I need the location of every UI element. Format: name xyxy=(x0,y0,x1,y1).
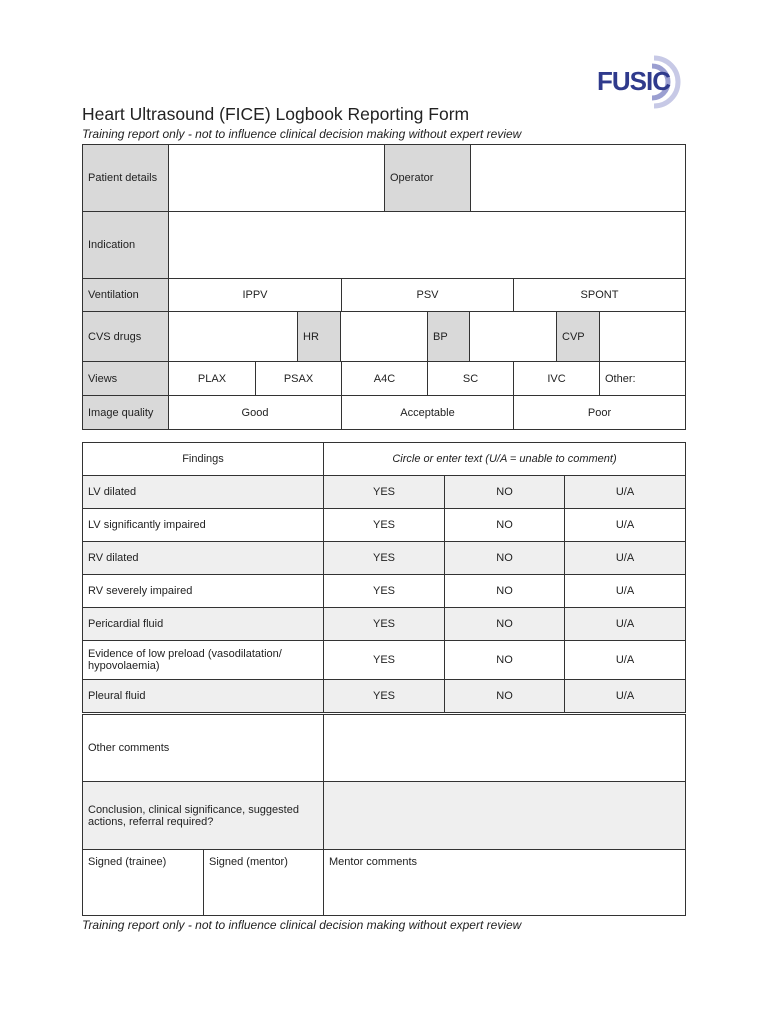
indication-field[interactable] xyxy=(168,211,686,279)
finding-answer-ua[interactable]: U/A xyxy=(564,574,686,608)
finding-answer-yes[interactable]: YES xyxy=(323,607,445,641)
indication-label: Indication xyxy=(82,211,169,279)
finding-answer-no[interactable]: NO xyxy=(444,541,565,575)
view-sc[interactable]: SC xyxy=(427,361,514,396)
finding-label: Pleural fluid xyxy=(82,679,324,713)
logo-text: FUSIC xyxy=(597,66,670,96)
finding-answer-no[interactable]: NO xyxy=(444,640,565,680)
ventilation-label: Ventilation xyxy=(82,278,169,312)
conclusion-label: Conclusion, clinical significance, suggested actions, referral required? xyxy=(82,781,324,850)
view-other[interactable]: Other: xyxy=(599,361,686,396)
image-quality-label: Image quality xyxy=(82,395,169,430)
view-psax[interactable]: PSAX xyxy=(255,361,342,396)
finding-answer-no[interactable]: NO xyxy=(444,679,565,713)
finding-label: LV significantly impaired xyxy=(82,508,324,542)
patient-details-label: Patient details xyxy=(82,144,169,212)
finding-answer-ua[interactable]: U/A xyxy=(564,508,686,542)
signed-trainee[interactable]: Signed (trainee) xyxy=(82,849,204,916)
mentor-comments[interactable]: Mentor comments xyxy=(323,849,686,916)
finding-answer-no[interactable]: NO xyxy=(444,607,565,641)
finding-answer-ua[interactable]: U/A xyxy=(564,607,686,641)
signed-mentor[interactable]: Signed (mentor) xyxy=(203,849,324,916)
finding-label: LV dilated xyxy=(82,475,324,509)
ventilation-spont[interactable]: SPONT xyxy=(513,278,686,312)
finding-label: RV severely impaired xyxy=(82,574,324,608)
other-comments-label: Other comments xyxy=(82,714,324,782)
cvp-label: CVP xyxy=(556,311,600,362)
finding-label: Evidence of low preload (vasodilatation/ hypovolaemia) xyxy=(82,640,324,680)
cvs-drugs-field[interactable] xyxy=(168,311,298,362)
finding-label: Pericardial fluid xyxy=(82,607,324,641)
view-ivc[interactable]: IVC xyxy=(513,361,600,396)
finding-answer-ua[interactable]: U/A xyxy=(564,541,686,575)
instructions-header: Circle or enter text (U/A = unable to comment) xyxy=(323,442,686,476)
finding-answer-yes[interactable]: YES xyxy=(323,508,445,542)
conclusion-field[interactable] xyxy=(323,781,686,850)
other-comments-field[interactable] xyxy=(323,714,686,782)
quality-poor[interactable]: Poor xyxy=(513,395,686,430)
fusic-logo xyxy=(594,52,694,112)
finding-answer-ua[interactable]: U/A xyxy=(564,679,686,713)
patient-details-field[interactable] xyxy=(168,144,385,212)
finding-answer-yes[interactable]: YES xyxy=(323,679,445,713)
form-title: Heart Ultrasound (FICE) Logbook Reporting Form xyxy=(82,104,470,124)
cvs-drugs-label: CVS drugs xyxy=(82,311,169,362)
finding-answer-no[interactable]: NO xyxy=(444,475,565,509)
hr-field[interactable] xyxy=(340,311,428,362)
finding-label: RV dilated xyxy=(82,541,324,575)
finding-answer-yes[interactable]: YES xyxy=(323,640,445,680)
view-a4c[interactable]: A4C xyxy=(341,361,428,396)
quality-good[interactable]: Good xyxy=(168,395,342,430)
findings-header: Findings xyxy=(82,442,324,476)
finding-answer-yes[interactable]: YES xyxy=(323,574,445,608)
ventilation-ippv[interactable]: IPPV xyxy=(168,278,342,312)
finding-answer-no[interactable]: NO xyxy=(444,508,565,542)
ventilation-psv[interactable]: PSV xyxy=(341,278,514,312)
bp-field[interactable] xyxy=(469,311,557,362)
quality-acceptable[interactable]: Acceptable xyxy=(341,395,514,430)
view-plax[interactable]: PLAX xyxy=(168,361,256,396)
operator-label: Operator xyxy=(384,144,471,212)
bp-label: BP xyxy=(427,311,470,362)
hr-label: HR xyxy=(297,311,341,362)
finding-answer-yes[interactable]: YES xyxy=(323,541,445,575)
finding-answer-ua[interactable]: U/A xyxy=(564,640,686,680)
cvp-field[interactable] xyxy=(599,311,686,362)
operator-field[interactable] xyxy=(470,144,686,212)
views-label: Views xyxy=(82,361,169,396)
disclaimer-top: Training report only - not to influence clinical decision making without expert review xyxy=(82,127,522,141)
finding-answer-ua[interactable]: U/A xyxy=(564,475,686,509)
disclaimer-bottom: Training report only - not to influence clinical decision making without expert review xyxy=(82,918,522,932)
finding-answer-yes[interactable]: YES xyxy=(323,475,445,509)
finding-answer-no[interactable]: NO xyxy=(444,574,565,608)
